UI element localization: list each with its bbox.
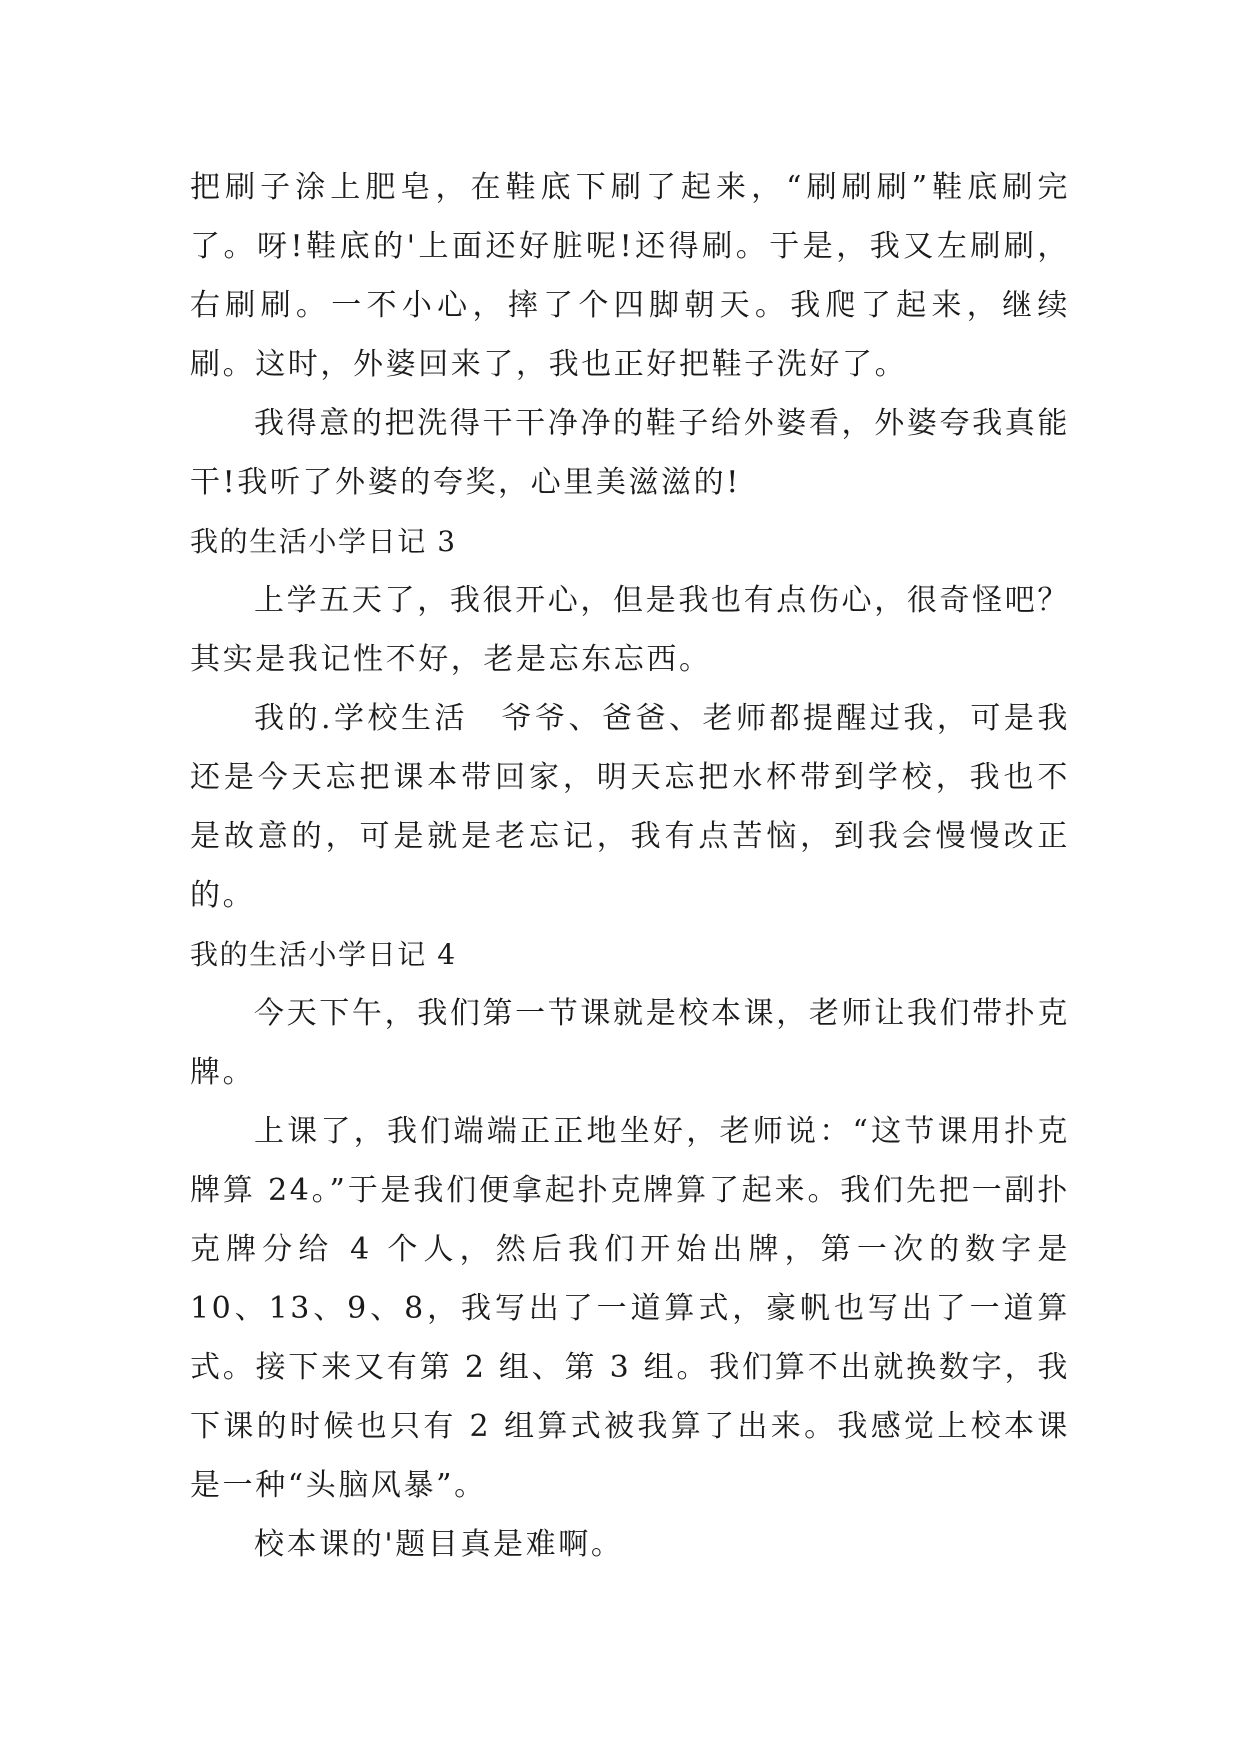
diary-heading-3: 我的生活小学日记 3 (190, 525, 457, 558)
paragraph-school-course: 今天下午，我们第一节课就是校本课，老师让我们带扑克牌。 (190, 996, 1070, 1090)
paragraph-forgetfulness: 我的.学校生活 爷爷、爸爸、老师都提醒过我，可是我还是今天忘把课本带回家，明天忘把水杯带到学校，我也不是故意的，可是就是老忘记，我有点苦恼，到我会慢慢改正的。 (190, 701, 1070, 913)
paragraph-conclusion: 校本课的'题目真是难啊。 (254, 1527, 624, 1562)
paragraph-shoe-washing: 把刷子涂上肥皂，在鞋底下刷了起来，“刷刷刷”鞋底刷完了。呀!鞋底的'上面还好脏呢!还得刷。于是，我又左刷刷，右刷刷。一不小心，摔了个四脚朝天。我爬了起来，继续刷。这时，外婆回来了，我也正好把鞋子洗好了。 (190, 170, 1070, 382)
paragraph-school-five-days: 上学五天了，我很开心，但是我也有点伤心，很奇怪吧？其实是我记性不好，老是忘东忘西。 (190, 583, 1070, 677)
paragraph-card-game-24: 上课了，我们端端正正地坐好，老师说：“这节课用扑克牌算 24。”于是我们便拿起扑克牌算了起来。我们先把一副扑克牌分给 4 个人，然后我们开始出牌，第一次的数字是 10、13、9、8，我写出了一道算式，豪帆也写出了一道算式。接下来又有第 2 组、第 3 组。我们算不出就换数字，我下课的时候也只有 2 组算式被我算了出来。我感觉上校本课是一种“头脑风暴”。 (190, 1114, 1070, 1503)
diary-heading-4: 我的生活小学日记 4 (190, 938, 457, 971)
paragraph-grandma-praise: 我得意的把洗得干干净净的鞋子给外婆看，外婆夸我真能干!我听了外婆的夸奖，心里美滋滋的! (190, 406, 1070, 500)
document-body (190, 158, 1070, 1574)
